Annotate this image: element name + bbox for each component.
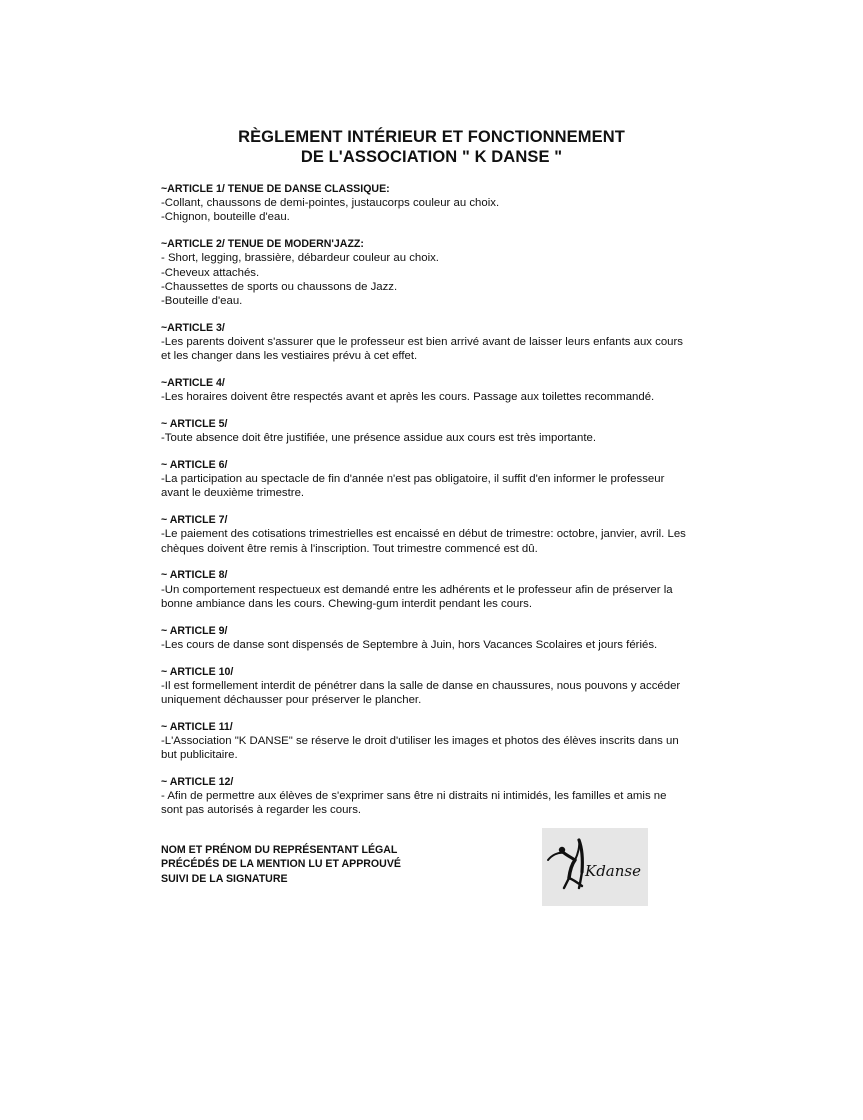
article-text: -Cheveux attachés. xyxy=(161,266,260,279)
title-line-2: DE L'ASSOCIATION " K DANSE " xyxy=(300,148,563,166)
signature-line-1: NOM ET PRÉNOM DU REPRÉSENTANT LÉGAL xyxy=(161,844,398,856)
article-text: - Short, legging, brassière, débardeur couleur au choix. xyxy=(161,252,439,265)
article-heading: ~ARTICLE 4/ xyxy=(161,377,225,390)
article-text: -Collant, chaussons de demi-pointes, justaucorps couleur au choix. xyxy=(161,197,500,210)
article-heading: ~ARTICLE 3/ xyxy=(161,321,225,334)
article-text: -Un comportement respectueux est demandé entre les adhérents et le professeur afin de préserver la bonne ambiance dans les cours. Chewing-gum interdit pendant les cours. xyxy=(161,583,673,610)
article-text: -Toute absence doit être justifiée, une présence assidue aux cours est très importante. xyxy=(161,432,596,445)
article-1 xyxy=(161,182,691,225)
article-text: -Les parents doivent s'assurer que le professeur est bien arrivé avant de laisser leurs enfants aux cours et les changer dans les vestiaires prévu à cet effet. xyxy=(161,336,683,363)
article-text: -La participation au spectacle de fin d'année n'est pas obligatoire, il suffit d'en informer le professeur avant le deuxième trimestre. xyxy=(161,473,665,500)
article-text: -Le paiement des cotisations trimestrielles est encaissé en début de trimestre: octobre, janvier, avril. Les chèques doivent être remis à l'inscription. Tout trimestre commencé est dû. xyxy=(161,528,686,555)
article-7 xyxy=(161,513,691,556)
article-10 xyxy=(161,665,691,708)
article-heading: ~ARTICLE 1/ TENUE DE DANSE CLASSIQUE: xyxy=(161,183,390,195)
article-12 xyxy=(161,775,691,818)
article-heading: ~ ARTICLE 12/ xyxy=(161,776,234,789)
article-text: -Il est formellement interdit de pénétrer dans la salle de danse en chaussures, nous pouvons y accéder uniquement déchausser pour préserver le plancher. xyxy=(161,679,681,707)
article-heading: ~ ARTICLE 7/ xyxy=(161,514,228,527)
signature-block xyxy=(161,843,461,886)
article-heading: ~ ARTICLE 10/ xyxy=(161,665,234,678)
page-title xyxy=(0,127,863,167)
article-3 xyxy=(161,321,691,364)
article-heading: ~ ARTICLE 9/ xyxy=(161,624,228,637)
article-text: -L'Association "K DANSE" se réserve le droit d'utiliser les images et photos des élèves inscrits dans un but publicitaire. xyxy=(161,735,679,762)
article-6 xyxy=(161,458,691,501)
article-heading: ~ ARTICLE 5/ xyxy=(161,418,228,431)
signature-line-2: PRÉCÉDÉS DE LA MENTION LU ET APPROUVÉ xyxy=(161,858,401,871)
signature-line-3: SUIVI DE LA SIGNATURE xyxy=(161,872,288,885)
article-text: -Chaussettes de sports ou chaussons de Jazz. xyxy=(161,280,398,293)
article-5 xyxy=(161,417,691,445)
article-9 xyxy=(161,624,691,652)
article-heading: ~ ARTICLE 8/ xyxy=(161,569,228,582)
article-2 xyxy=(161,237,691,308)
article-text: -Bouteille d'eau. xyxy=(161,295,243,308)
articles-list xyxy=(161,182,691,830)
title-line-1: RÈGLEMENT INTÉRIEUR ET FONCTIONNEMENT xyxy=(238,128,625,146)
article-8 xyxy=(161,568,691,611)
dancer-silhouette-icon xyxy=(542,828,648,906)
kdanse-logo xyxy=(542,828,648,906)
article-heading: ~ ARTICLE 6/ xyxy=(161,459,228,472)
article-11 xyxy=(161,720,691,763)
article-text: -Les horaires doivent être respectés avant et après les cours. Passage aux toilettes recommandé. xyxy=(161,391,655,404)
article-4 xyxy=(161,376,691,404)
logo-text: Kdanse xyxy=(585,862,641,880)
article-text: - Afin de permettre aux élèves de s'exprimer sans être ni distraits ni intimidés, les familles et amis ne sont pas autorisés à regarder les cours. xyxy=(161,790,667,817)
article-heading: ~ ARTICLE 11/ xyxy=(161,720,233,733)
article-text: -Les cours de danse sont dispensés de Septembre à Juin, hors Vacances Scolaires et jours fériés. xyxy=(161,638,658,651)
article-text: -Chignon, bouteille d'eau. xyxy=(161,211,290,224)
article-heading: ~ARTICLE 2/ TENUE DE MODERN'JAZZ: xyxy=(161,238,364,251)
